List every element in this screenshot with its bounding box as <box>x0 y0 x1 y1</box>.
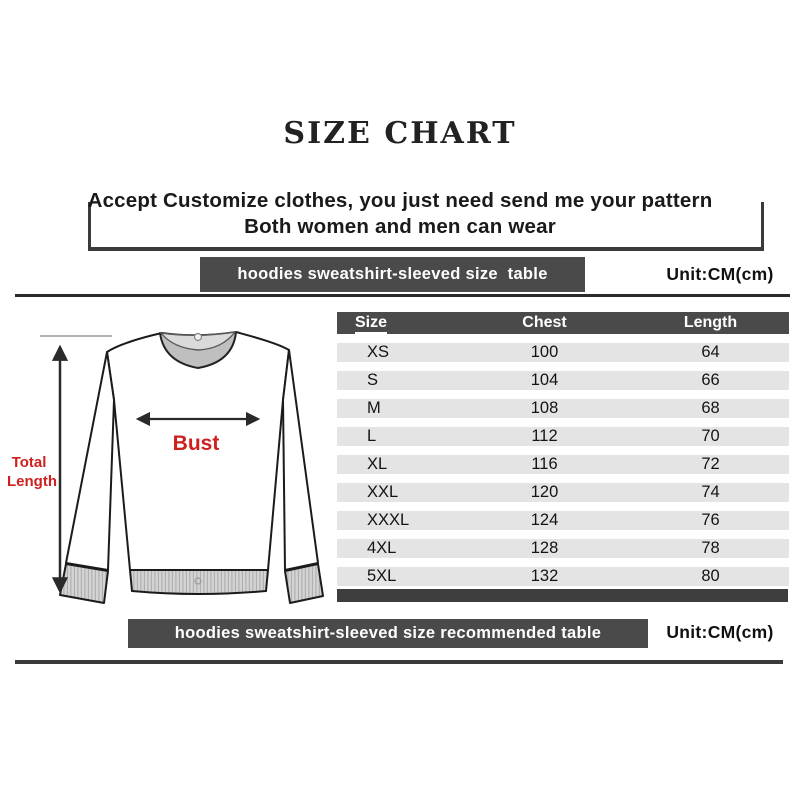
length-cell: 72 <box>701 455 720 473</box>
note-text <box>0 188 800 240</box>
length-cell: 78 <box>701 539 720 557</box>
table-row <box>337 567 789 586</box>
sweatshirt-sleeve-right <box>283 350 318 570</box>
recommended-unit-label: Unit:CM(cm) <box>666 621 774 642</box>
sweatshirt-cuff-left <box>60 564 108 603</box>
chest-cell: 132 <box>530 567 559 585</box>
header-cell-size <box>337 314 457 332</box>
length-cell: 80 <box>701 567 720 585</box>
note-line-1: Accept Customize clothes, you just need send me your pattern <box>87 189 713 212</box>
bottom-divider <box>15 660 783 664</box>
note-line-2: Both women and men can wear <box>244 215 556 238</box>
length-cell: 74 <box>701 483 720 501</box>
chest-cell: 128 <box>530 539 559 557</box>
table-rows <box>337 343 789 595</box>
size-cell: XXL <box>367 483 399 501</box>
size-cell: L <box>367 427 377 445</box>
size-cell: 4XL <box>367 539 397 557</box>
bust-label: Bust <box>172 432 220 455</box>
top-divider <box>15 294 790 297</box>
chest-cell: 124 <box>530 511 559 529</box>
length-cell: 64 <box>701 343 720 361</box>
measure-unit-label: Unit:CM(cm) <box>666 264 774 284</box>
table-row <box>337 399 789 418</box>
table-row <box>337 483 789 502</box>
size-cell: M <box>367 399 381 417</box>
size-cell: S <box>367 371 379 389</box>
size-cell: XS <box>367 343 390 361</box>
sweatshirt-cuff-right <box>285 564 323 603</box>
chest-cell: 120 <box>530 483 559 501</box>
length-cell: 76 <box>701 511 720 529</box>
chest-cell: 100 <box>530 343 559 361</box>
length-cell: 70 <box>701 427 720 445</box>
table-row <box>337 511 789 530</box>
header-size-label: Size <box>355 314 387 334</box>
table-footer-bar <box>337 589 788 602</box>
sweatshirt-hem <box>130 570 268 594</box>
length-cell: 68 <box>701 399 720 417</box>
total-length-label-line1: Total <box>11 454 47 471</box>
size-cell: XXXL <box>367 511 410 529</box>
table-row <box>337 371 789 390</box>
size-cell: XL <box>367 455 388 473</box>
recommended-table-banner: hoodies sweatshirt-sleeved size recommended table <box>128 619 648 648</box>
total-length-label-line2: Length <box>7 473 57 490</box>
table-row <box>337 539 789 558</box>
sweatshirt-sleeve-left <box>66 352 114 570</box>
chest-cell: 116 <box>531 455 558 473</box>
measure-table-banner: hoodies sweatshirt-sleeved size table <box>200 257 585 292</box>
chest-cell: 104 <box>530 371 559 389</box>
chest-cell: 112 <box>531 427 558 445</box>
size-cell: 5XL <box>367 567 397 585</box>
table-row <box>337 455 789 474</box>
header-cell-chest: Chest <box>522 314 567 331</box>
size-table-header <box>337 312 789 334</box>
table-row <box>337 427 789 446</box>
sweatshirt-diagram <box>0 300 340 620</box>
length-cell: 66 <box>701 371 720 389</box>
table-row <box>337 343 789 362</box>
header-cell-length: Length <box>683 314 738 331</box>
page-title: SIZE CHART <box>283 116 517 151</box>
chest-cell: 108 <box>530 399 559 417</box>
collar-tag <box>195 334 202 341</box>
